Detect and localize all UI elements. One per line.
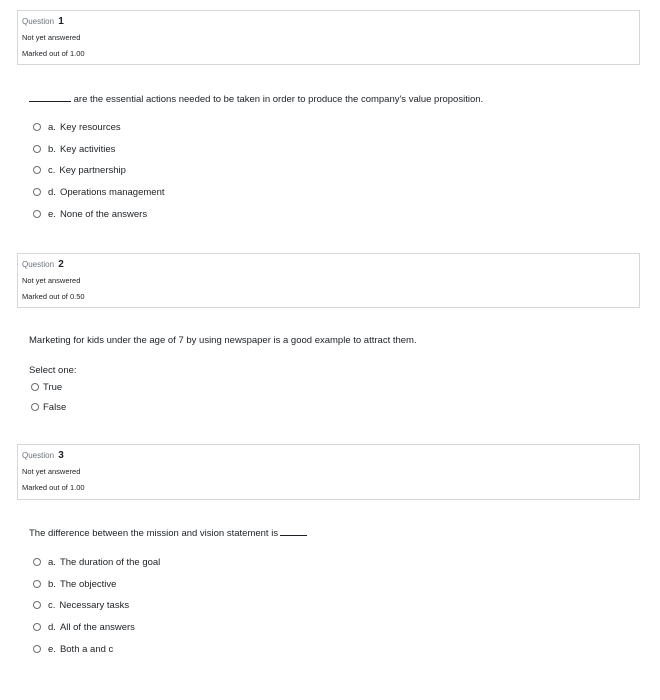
question-3-option-c[interactable]: c. Necessary tasks [33, 598, 129, 612]
question-2-option-true[interactable] [31, 380, 62, 394]
question-1-option-b[interactable]: b. Key activities [33, 142, 115, 156]
radio-button-icon[interactable] [31, 383, 39, 391]
option-label: Operations management [59, 186, 165, 198]
question-3-option-e[interactable]: e. Both a and c [33, 642, 113, 656]
radio-button-icon[interactable] [33, 580, 41, 588]
option-label: All of the answers [59, 621, 135, 633]
question-2-info [17, 253, 640, 308]
question-2-state: Not yet answered [22, 276, 81, 285]
question-3-number: Question 3 [22, 450, 64, 461]
radio-button-icon[interactable] [31, 403, 39, 411]
question-3-state: Not yet answered [22, 467, 81, 476]
option-label: The duration of the goal [59, 556, 161, 568]
radio-button-icon[interactable] [33, 145, 41, 153]
question-1-text: are the essential actions needed to be taken in order to produce the company's value proposition. [29, 93, 483, 105]
fill-in-blank [280, 527, 307, 536]
option-label: Necessary tasks [59, 599, 130, 611]
radio-button-icon[interactable] [33, 645, 41, 653]
option-label: None of the answers [59, 208, 148, 220]
question-3-option-b[interactable]: b. The objective [33, 577, 116, 591]
radio-button-icon[interactable] [33, 123, 41, 131]
question-2-text: Marketing for kids under the age of 7 by using newspaper is a good example to attract them. [29, 335, 417, 346]
question-2-option-false[interactable] [31, 400, 66, 414]
option-label: The objective [59, 578, 117, 590]
option-label: Both a and c [59, 643, 114, 655]
radio-button-icon[interactable] [33, 210, 41, 218]
question-1-state: Not yet answered [22, 33, 81, 42]
question-2-grade: Marked out of 0.50 [22, 292, 85, 301]
question-3-option-a[interactable]: a. The duration of the goal [33, 555, 160, 569]
option-label: False [43, 401, 67, 413]
question-3-info [17, 444, 640, 500]
radio-button-icon[interactable] [33, 601, 41, 609]
question-1-info [17, 10, 640, 65]
option-label: Key resources [59, 121, 121, 133]
radio-button-icon[interactable] [33, 166, 41, 174]
question-1-number: Question 1 [22, 16, 64, 27]
radio-button-icon[interactable] [33, 558, 41, 566]
question-1-option-a[interactable]: a. Key resources [33, 120, 121, 134]
question-1-option-e[interactable]: e. None of the answers [33, 207, 147, 221]
question-1-grade: Marked out of 1.00 [22, 49, 85, 58]
question-3-text: The difference between the mission and vision statement is [29, 527, 307, 539]
question-3-option-d[interactable]: d. All of the answers [33, 620, 135, 634]
question-1-option-c[interactable]: c. Key partnership [33, 163, 126, 177]
option-label: True [43, 381, 63, 393]
question-1-option-d[interactable]: d. Operations management [33, 185, 165, 199]
question-2-number: Question 2 [22, 259, 64, 270]
option-label: Key activities [59, 143, 116, 155]
option-label: Key partnership [59, 164, 126, 176]
radio-button-icon[interactable] [33, 623, 41, 631]
select-one-prompt: Select one: [29, 365, 77, 376]
radio-button-icon[interactable] [33, 188, 41, 196]
question-3-grade: Marked out of 1.00 [22, 483, 85, 492]
fill-in-blank [29, 93, 71, 102]
